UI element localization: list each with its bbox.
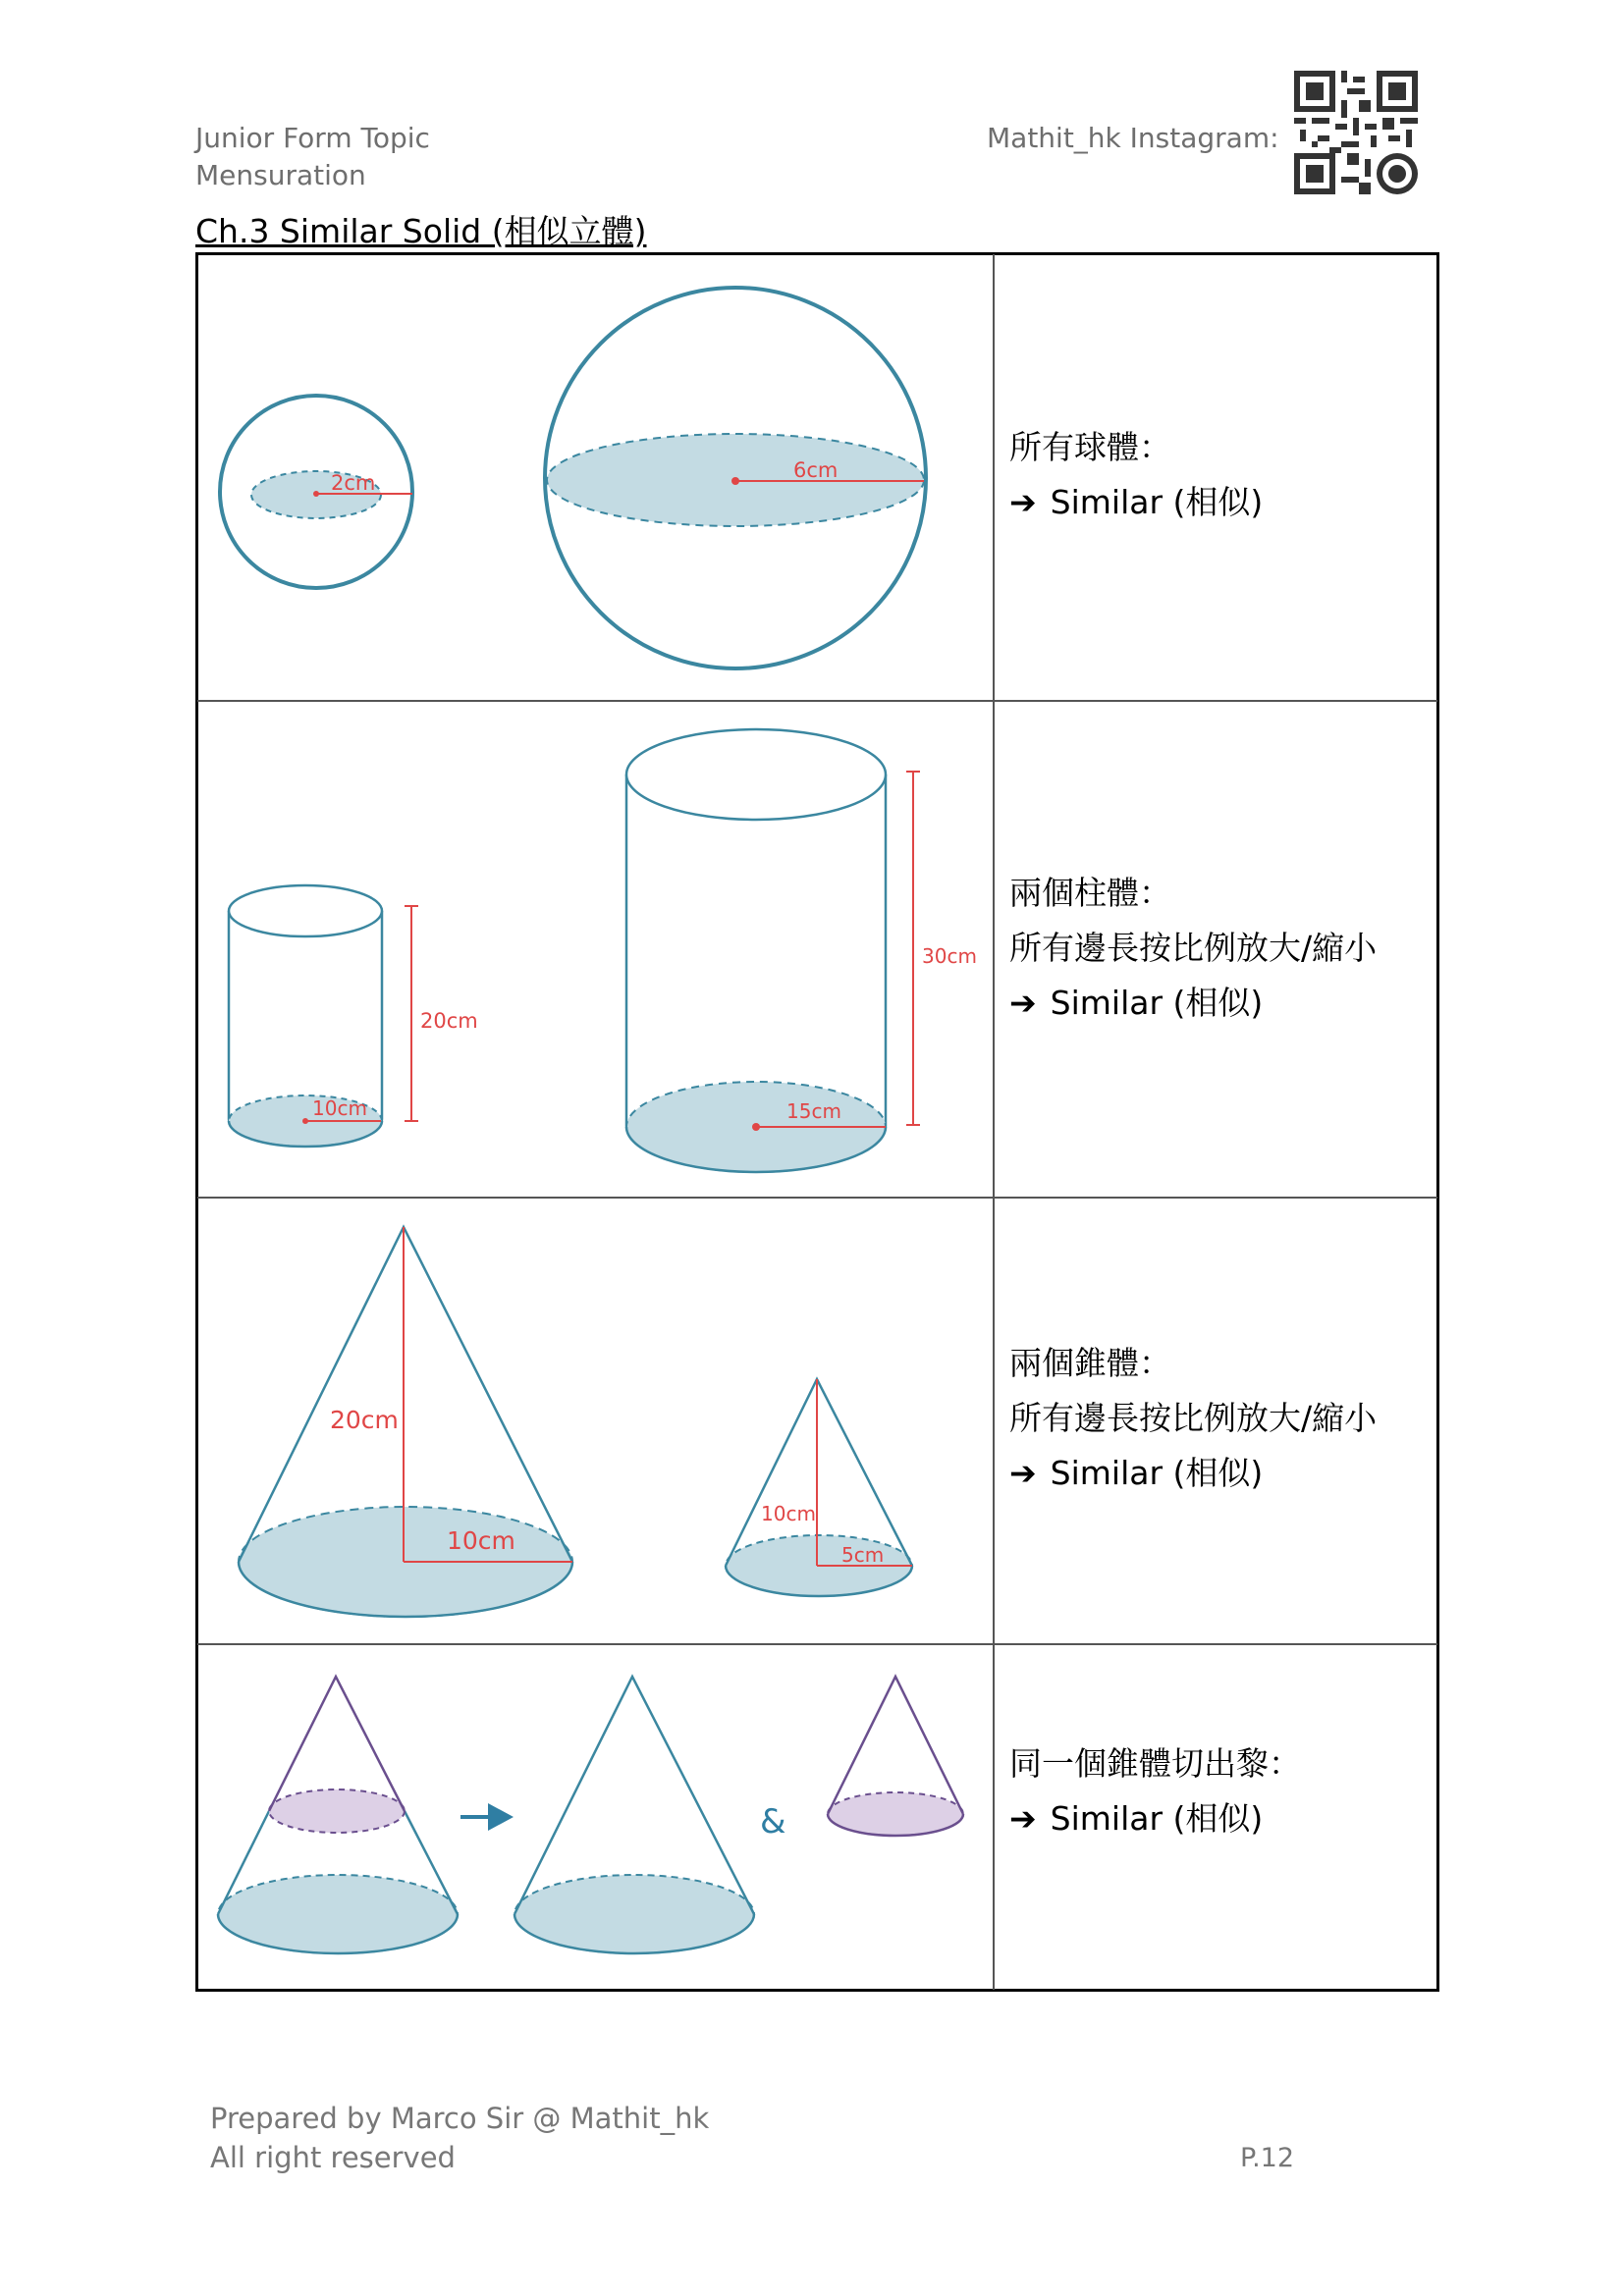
cut-small-cone — [828, 1677, 963, 1836]
large-cylinder — [626, 729, 977, 1172]
cut-cone-diagram — [197, 1645, 991, 1991]
arrow-right-icon: ➔ — [1009, 1454, 1037, 1492]
page-title: Ch.3 Similar Solid (相似立體) — [195, 212, 647, 250]
small-cone-radius-label: 5cm — [841, 1543, 885, 1567]
topic-line-1: Junior Form Topic — [195, 122, 430, 154]
footer-credits — [210, 2099, 709, 2177]
cut-cone-heading: 同一個錐體切出黎： — [1009, 1744, 1301, 1783]
large-cone-height-label: 20cm — [330, 1406, 399, 1434]
large-cylinder-height-label: 30cm — [922, 944, 977, 968]
large-cone — [239, 1227, 572, 1617]
resulting-frustum — [514, 1677, 754, 1953]
cone-scaling-note: 所有邊長按比例放大/縮小 — [1009, 1399, 1378, 1437]
small-cone-height-label: 10cm — [761, 1502, 816, 1525]
qr-code-icon[interactable] — [1294, 71, 1418, 194]
column-divider — [993, 254, 995, 1990]
sphere-description — [1009, 420, 1263, 530]
cylinder-scaling-note: 所有邊長按比例放大/縮小 — [1009, 929, 1378, 967]
large-sphere-radius-label: 6cm — [793, 458, 839, 482]
cylinder-description — [1009, 866, 1377, 1031]
arrow-right-icon — [460, 1803, 514, 1831]
cylinders-diagram — [197, 702, 991, 1197]
large-cylinder-radius-label: 15cm — [786, 1099, 841, 1123]
sphere-heading: 所有球體： — [1009, 428, 1171, 466]
cone-description — [1009, 1336, 1377, 1501]
rights-notice: All right reserved — [210, 2141, 456, 2174]
page-number: P.12 — [1240, 2143, 1295, 2173]
arrow-right-icon: ➔ — [1009, 483, 1037, 521]
small-sphere — [220, 396, 412, 588]
header-topic — [195, 120, 430, 194]
sphere-conclusion: Similar (相似) — [1050, 483, 1264, 521]
cut-cone-conclusion: Similar (相似) — [1050, 1799, 1264, 1838]
arrow-right-icon: ➔ — [1009, 984, 1037, 1022]
arrow-right-icon: ➔ — [1009, 1799, 1037, 1838]
original-cone-with-cut — [218, 1677, 458, 1953]
large-sphere — [545, 288, 926, 668]
topic-line-2: Mensuration — [195, 159, 366, 191]
instagram-label: Mathit_hk Instagram: — [987, 122, 1279, 154]
cylinder-heading: 兩個柱體： — [1009, 874, 1171, 912]
small-sphere-radius-label: 2cm — [331, 471, 376, 495]
prepared-by: Prepared by Marco Sir @ Mathit_hk — [210, 2102, 710, 2135]
cut-cone-description — [1009, 1736, 1301, 1846]
small-cone — [726, 1379, 912, 1596]
small-cylinder-height-label: 20cm — [420, 1009, 478, 1033]
cones-diagram — [197, 1199, 991, 1643]
cone-heading: 兩個錐體： — [1009, 1344, 1171, 1382]
cylinder-conclusion: Similar (相似) — [1050, 984, 1264, 1022]
spheres-diagram — [197, 254, 991, 700]
small-cylinder — [229, 885, 478, 1147]
small-cylinder-radius-label: 10cm — [312, 1096, 367, 1120]
cone-conclusion: Similar (相似) — [1050, 1454, 1264, 1492]
ampersand-symbol: & — [760, 1802, 786, 1842]
large-cone-radius-label: 10cm — [447, 1526, 515, 1555]
